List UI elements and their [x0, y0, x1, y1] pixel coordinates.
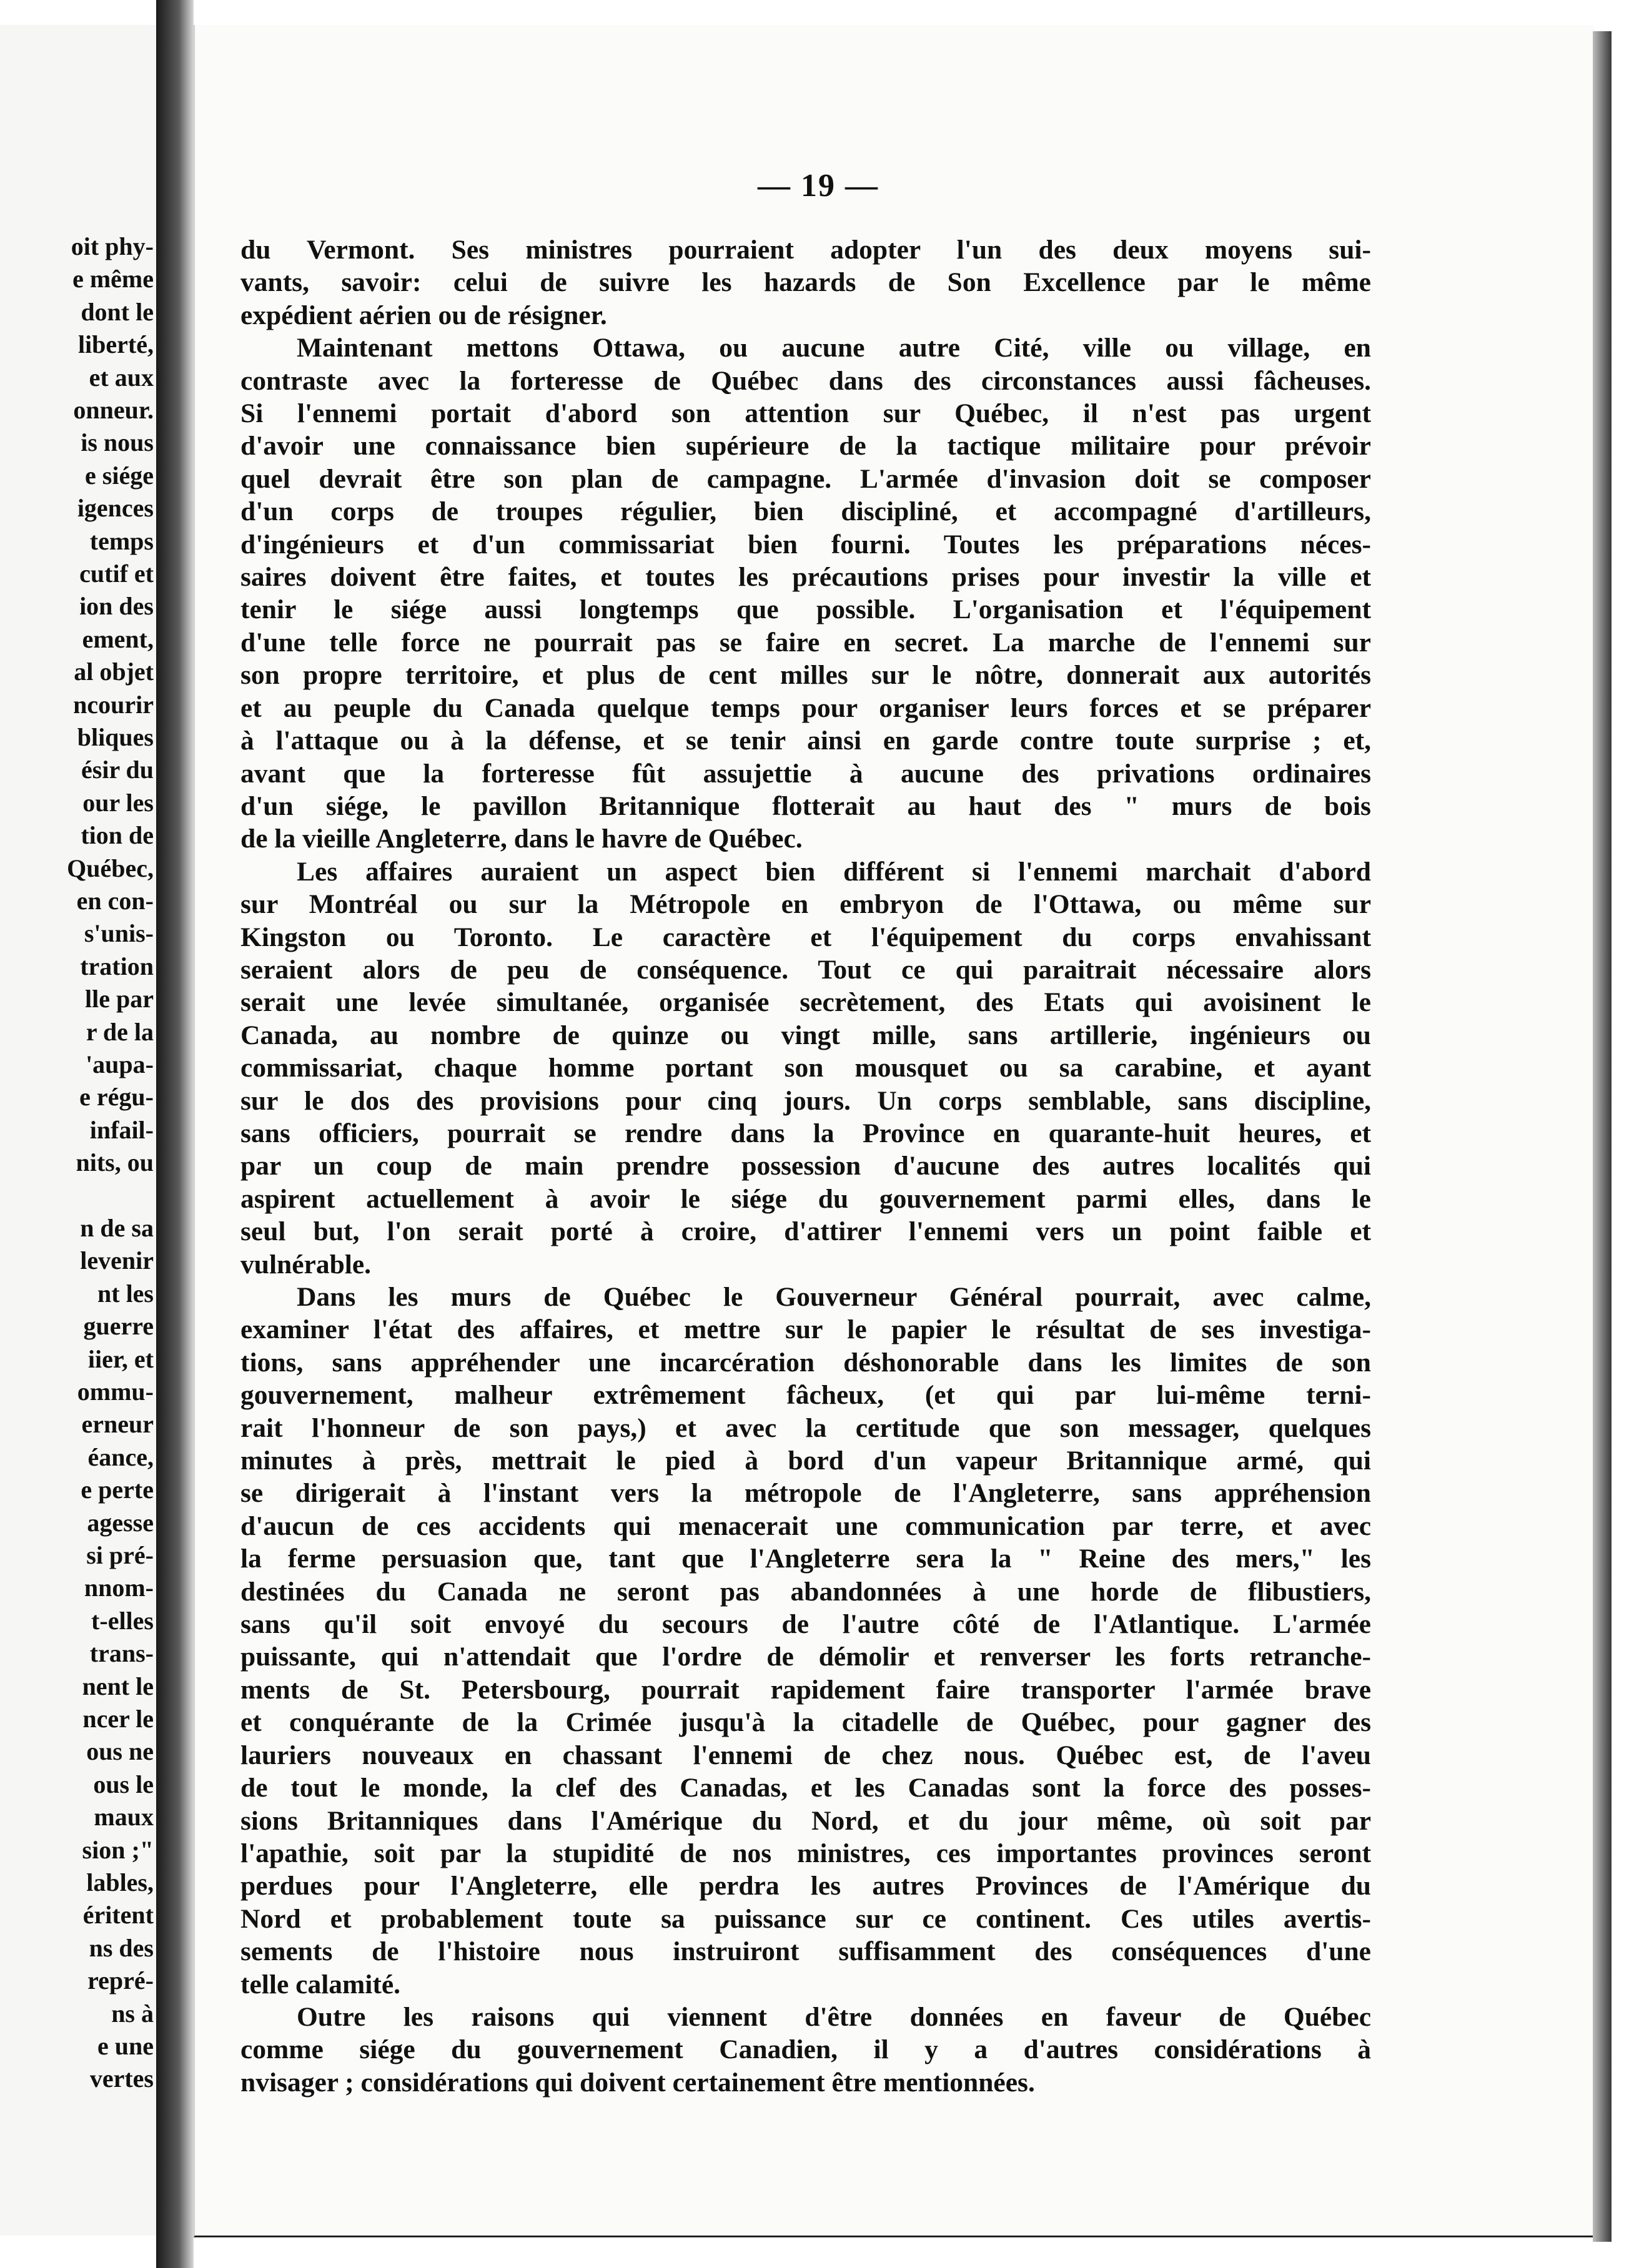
- facing-page-fragment: onneur.: [73, 396, 154, 424]
- text-line: nvisager ; considérations qui doivent certainement être mentionnées.: [240, 2067, 1035, 2098]
- text-line: du Vermont. Ses ministres pourraient adopter l'un des deux moyens sui-: [240, 235, 1371, 265]
- text-line: de la vieille Angleterre, dans le havre de Québec.: [240, 824, 803, 854]
- text-line: sans officiers, pourrait se rendre dans la Province en quarante-huit heures, et: [240, 1118, 1371, 1148]
- facing-page-fragment: Québec,: [67, 854, 154, 882]
- text-line: quel devrait être son plan de campagne. L'armée d'invasion doit se composer: [240, 463, 1371, 494]
- text-line: d'une telle force ne pourrait pas se faire en secret. La marche de l'ennemi sur: [240, 627, 1371, 658]
- facing-page-fragment: n de sa: [80, 1214, 154, 1242]
- text-line: lauriers nouveaux en chassant l'ennemi de chez nous. Québec est, de l'aveu: [240, 1740, 1371, 1770]
- paragraph: [240, 332, 1371, 855]
- text-line: Canada, au nombre de quinze ou vingt mille, sans artillerie, ingénieurs ou: [240, 1020, 1371, 1050]
- facing-page-fragment: ns à: [111, 1999, 154, 2028]
- text-line: perdues pour l'Angleterre, elle perdra les autres Provinces de l'Amérique du: [240, 1871, 1371, 1901]
- text-line: Les affaires auraient un aspect bien différent si l'ennemi marchait d'abord: [297, 856, 1371, 887]
- facing-page-fragment: e régu-: [79, 1083, 154, 1112]
- text-line: avant que la forteresse fût assujettie à aucune des privations ordinaires: [240, 758, 1371, 789]
- facing-page-fragment: ns des: [89, 1933, 154, 1962]
- facing-page-fragment: tion de: [81, 821, 154, 850]
- facing-page-fragment: igences: [77, 494, 154, 523]
- facing-page-fragment: ement,: [82, 624, 154, 653]
- paragraph: [240, 234, 1371, 332]
- facing-page-fragment: ésir du: [81, 756, 154, 784]
- facing-page-fragment: lables,: [86, 1868, 154, 1896]
- text-line: de tout le monde, la clef des Canadas, et les Canadas sont la force des posses-: [240, 1773, 1371, 1803]
- facing-page-fragment: ommu-: [77, 1378, 154, 1406]
- facing-page-fragment: éance,: [87, 1442, 154, 1471]
- facing-page-fragment: agesse: [87, 1508, 154, 1537]
- facing-page-fragment: tration: [80, 952, 154, 980]
- facing-page-fragment: oit phy-: [71, 232, 154, 260]
- facing-page-fragment: e même: [72, 265, 154, 293]
- text-line: sements de l'histoire nous instruiront suffisamment des conséquences d'une: [240, 1936, 1371, 1967]
- facing-page-fragment: erneur: [81, 1410, 154, 1439]
- text-line: tions, sans appréhender une incarcération déshonorable dans les limites de son: [240, 1347, 1371, 1378]
- text-line: d'un corps de troupes régulier, bien discipliné, et accompagné d'artilleurs,: [240, 496, 1371, 527]
- facing-page-fragment: nt les: [97, 1279, 154, 1308]
- facing-page-fragment: r de la: [86, 1017, 154, 1046]
- text-line: tenir le siége aussi longtemps que possible. L'organisation et l'équipement: [240, 594, 1371, 625]
- text-line: et conquérante de la Crimée jusqu'à la citadelle de Québec, pour gagner des: [240, 1707, 1371, 1738]
- text-line: son propre territoire, et plus de cent milles sur le nôtre, donnerait aux autorités: [240, 660, 1371, 691]
- facing-page-fragment: dont le: [81, 297, 154, 326]
- facing-page-fragment: levenir: [80, 1246, 154, 1275]
- facing-page-fragment: e siége: [85, 461, 154, 490]
- text-line: Si l'ennemi portait d'abord son attention sur Québec, il n'est pas urgent: [240, 398, 1371, 429]
- page-edge: [1593, 31, 1612, 2242]
- facing-page-fragment: cutif et: [79, 560, 154, 588]
- facing-page-fragment: e perte: [81, 1476, 154, 1504]
- facing-page-fragment: temps: [89, 526, 154, 555]
- text-line: contraste avec la forteresse de Québec dans des circonstances aussi fâcheuses.: [240, 365, 1371, 396]
- facing-page-fragment: ion des: [79, 592, 154, 621]
- facing-page: [0, 25, 156, 2236]
- text-line: ments de St. Petersbourg, pourrait rapidement faire transporter l'armée brave: [240, 1674, 1371, 1705]
- text-line: d'aucun de ces accidents qui menacerait une communication par terre, et avec: [240, 1511, 1371, 1541]
- text-line: seraient alors de peu de conséquence. Tout ce qui paraitrait nécessaire alors: [240, 954, 1371, 985]
- text-line: puissante, qui n'attendait que l'ordre de démolir et renverser les forts retranche-: [240, 1642, 1371, 1672]
- text-line: et au peuple du Canada quelque temps pour organiser leurs forces et se préparer: [240, 693, 1371, 723]
- text-line: rait l'honneur de son pays,) et avec la certitude que son messager, quelques: [240, 1413, 1371, 1443]
- facing-page-fragment: maux: [94, 1803, 154, 1832]
- text-line: minutes à près, mettrait le pied à bord d'un vapeur Britannique armé, qui: [240, 1446, 1371, 1476]
- text-line: Maintenant mettons Ottawa, ou aucune autre Cité, ville ou village, en: [297, 333, 1371, 363]
- facing-page-fragment: 'aupa-: [86, 1050, 154, 1078]
- text-line: seul but, l'on serait porté à croire, d'attirer l'ennemi vers un point faible et: [240, 1216, 1371, 1247]
- facing-page-fragment: t-elles: [91, 1606, 154, 1635]
- text-line: Outre les raisons qui viennent d'être données en faveur de Québec: [297, 2001, 1371, 2032]
- text-line: destinées du Canada ne seront pas abandonnées à une horde de flibustiers,: [240, 1576, 1371, 1607]
- facing-page-fragment: ous le: [93, 1770, 154, 1798]
- facing-page-fragment: guerre: [83, 1312, 154, 1341]
- text-line: se dirigerait à l'instant vers la métropole de l'Angleterre, sans appréhension: [240, 1478, 1371, 1509]
- facing-page-fragment: ous ne: [86, 1737, 154, 1766]
- facing-page-fragment: vertes: [89, 2064, 154, 2093]
- text-line: d'ingénieurs et d'un commissariat bien fourni. Toutes les préparations néces-: [240, 529, 1371, 560]
- text-line: sur Montréal ou sur la Métropole en embryon de l'Ottawa, ou même sur: [240, 889, 1371, 920]
- facing-page-fragment: nnom-: [84, 1574, 154, 1602]
- facing-page-fragment: nits, ou: [76, 1148, 154, 1177]
- facing-page-fragment: s'unis-: [84, 919, 154, 948]
- page-number: — 19 —: [758, 168, 879, 204]
- facing-page-fragment: our les: [82, 788, 154, 817]
- text-line: par un coup de main prendre possession d'aucune des autres localités qui: [240, 1151, 1371, 1181]
- facing-page-fragment: is nous: [81, 428, 154, 457]
- text-line: Dans les murs de Québec le Gouverneur Général pourrait, avec calme,: [297, 1282, 1371, 1312]
- text-line: l'apathie, soit par la stupidité de nos ministres, ces importantes provinces seront: [240, 1838, 1371, 1868]
- text-line: serait une levée simultanée, organisée secrètement, des Etats qui avoisinent le: [240, 987, 1371, 1018]
- text-line: vants, savoir: celui de suivre les hazards de Son Excellence par le même: [240, 267, 1371, 298]
- facing-page-fragment: lle par: [85, 985, 154, 1013]
- text-line: commissariat, chaque homme portant son mousquet ou sa carabine, et ayant: [240, 1053, 1371, 1083]
- book-gutter: [156, 0, 194, 2268]
- text-line: d'avoir une connaissance bien supérieure de la tactique militaire pour prévoir: [240, 431, 1371, 461]
- text-line: sans qu'il soit envoyé du secours de l'autre côté de l'Atlantique. L'armée: [240, 1609, 1371, 1640]
- facing-page-fragment: e une: [97, 2032, 154, 2060]
- facing-page-fragment: en con-: [76, 887, 154, 915]
- text-line: aspirent actuellement à avoir le siége du gouvernement parmi elles, dans le: [240, 1183, 1371, 1214]
- text-line: saires doivent être faites, et toutes les précautions prises pour investir la ville et: [240, 562, 1371, 593]
- text-line: à l'attaque ou à la défense, et se tenir ainsi en garde contre toute surprise ; et,: [240, 726, 1371, 756]
- text-line: vulnérable.: [240, 1249, 372, 1279]
- facing-page-fragment: sion ;": [82, 1835, 154, 1864]
- facing-page-fragment: ncer le: [82, 1705, 154, 1733]
- body-text: [240, 234, 1371, 2099]
- text-line: expédient aérien ou de résigner.: [240, 300, 607, 330]
- facing-page-fragment: nent le: [82, 1672, 154, 1700]
- paragraph: [240, 1281, 1371, 2001]
- paragraph: [240, 2001, 1371, 2099]
- text-line: telle calamité.: [240, 1969, 401, 1999]
- facing-page-fragment: éritent: [82, 1901, 154, 1930]
- text-line: gouvernement, malheur extrêmement fâcheux, (et qui par lui-même terni-: [240, 1380, 1371, 1411]
- facing-page-fragment: bliques: [77, 723, 154, 751]
- facing-page-fragment: iier, et: [87, 1344, 154, 1373]
- facing-page-fragment: al objet: [74, 658, 154, 686]
- text-line: sions Britanniques dans l'Amérique du Nord, et du jour même, où soit par: [240, 1805, 1371, 1836]
- facing-page-fragment: repré-: [87, 1966, 154, 1995]
- text-line: Kingston ou Toronto. Le caractère et l'équipement du corps envahissant: [240, 922, 1371, 952]
- text-line: examiner l'état des affaires, et mettre sur le papier le résultat de ses investiga-: [240, 1314, 1371, 1345]
- facing-page-fragment: ncourir: [73, 690, 154, 719]
- text-line: Nord et probablement toute sa puissance sur ce continent. Ces utiles avertis-: [240, 1903, 1371, 1934]
- facing-page-fragment: liberté,: [77, 330, 154, 359]
- facing-page-fragment: si pré-: [86, 1541, 154, 1569]
- facing-page-fragment: infail-: [89, 1115, 154, 1144]
- text-line: comme siége du gouvernement Canadien, il y a d'autres considérations à: [240, 2034, 1371, 2065]
- paragraph: [240, 855, 1371, 1281]
- facing-page-fragment: et aux: [89, 363, 154, 392]
- text-line: d'un siége, le pavillon Britannique flotterait au haut des " murs de bois: [240, 791, 1371, 821]
- facing-page-fragment: trans-: [89, 1639, 154, 1668]
- text-line: sur le dos des provisions pour cinq jours. Un corps semblable, sans discipline,: [240, 1085, 1371, 1116]
- text-line: la ferme persuasion que, tant que l'Angleterre sera la " Reine des mers," les: [240, 1544, 1371, 1574]
